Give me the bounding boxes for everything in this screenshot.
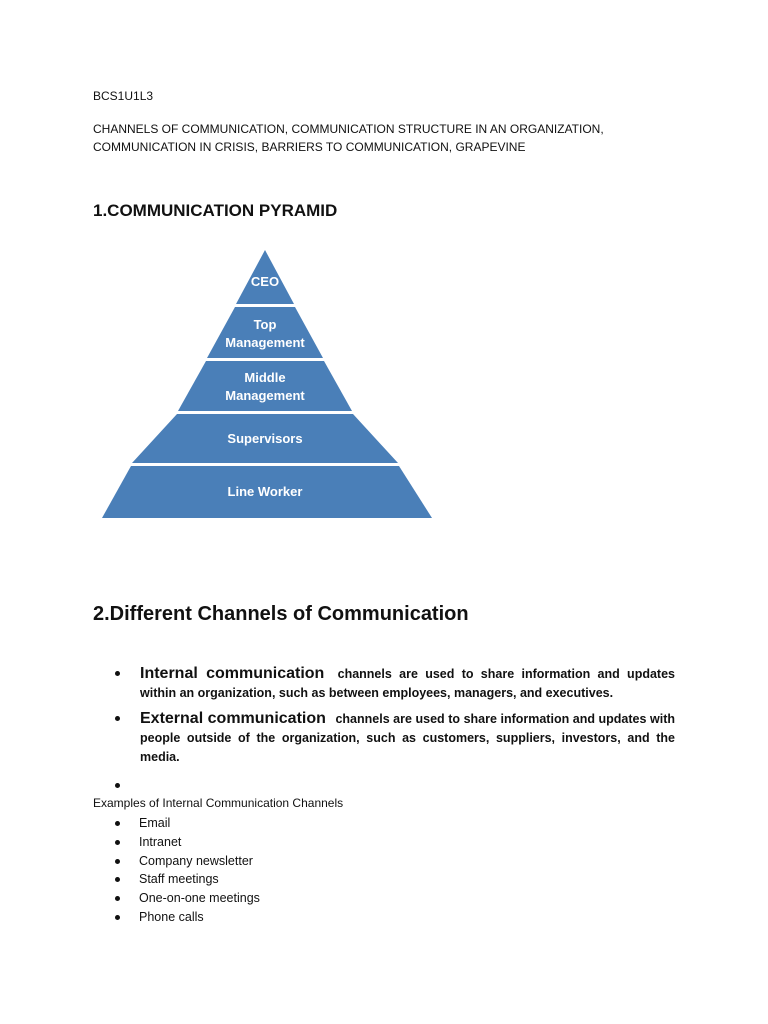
bullet-icon <box>115 896 120 901</box>
list-item <box>93 664 675 703</box>
bullet-icon <box>115 859 120 864</box>
list-item <box>93 889 260 908</box>
pyramid-tier-top-management <box>207 307 323 358</box>
pyramid-label-ceo: CEO <box>250 274 280 289</box>
channel-term: External communication <box>140 710 326 727</box>
example-label: Staff meetings <box>139 872 219 887</box>
bullet-icon <box>115 821 120 826</box>
communication-pyramid-diagram <box>96 246 436 526</box>
list-item <box>93 709 675 767</box>
bullet-icon <box>115 915 120 920</box>
bullet-icon <box>115 783 120 788</box>
topics-list: CHANNELS OF COMMUNICATION, COMMUNICATION STRUCTURE IN AN ORGANIZATION, COMMUNICATION IN CRISIS, BARRIERS TO COMMUNICATION, GRAPEVINE <box>93 122 604 154</box>
bullet-icon <box>115 716 120 721</box>
channel-description: channels are used to share information and updates within an organization, such as between employees, managers, and executives. <box>140 667 675 700</box>
pyramid-label-top-management: Management <box>225 335 305 350</box>
pyramid-label-supervisors: Supervisors <box>227 431 303 446</box>
channels-list <box>93 664 675 773</box>
example-label: Intranet <box>139 834 182 849</box>
example-label: Phone calls <box>139 909 204 924</box>
example-label: Email <box>139 816 171 830</box>
example-label: One-on-one meetings <box>139 891 260 906</box>
list-item <box>93 870 260 889</box>
bullet-icon <box>115 840 120 845</box>
course-code: BCS1U1L3 <box>93 89 154 103</box>
examples-heading: Examples of Internal Communication Channels <box>93 796 344 810</box>
pyramid-label-middle: Middle <box>244 370 286 385</box>
pyramid-tier-middle-management <box>178 361 352 411</box>
list-item <box>93 833 260 852</box>
pyramid-label-middle-management: Management <box>225 388 305 403</box>
list-item <box>93 814 260 833</box>
pyramid-label-line-worker: Line Worker <box>227 484 303 499</box>
list-item <box>93 852 260 871</box>
example-label: Company newsletter <box>139 853 253 868</box>
heading-different-channels: 2.Different Channels of Communication <box>93 603 469 625</box>
bullet-icon <box>115 671 120 676</box>
channel-description: channels are used to share information and updates with people outside of the organization, such as customers, suppliers, investors, and the media. <box>140 712 675 764</box>
heading-communication-pyramid: 1.COMMUNICATION PYRAMID <box>93 201 338 220</box>
examples-list <box>93 814 260 927</box>
list-item <box>93 908 260 927</box>
bullet-icon <box>115 877 120 882</box>
channel-term: Internal communication <box>140 665 325 682</box>
pyramid-label-top: Top <box>253 317 277 332</box>
